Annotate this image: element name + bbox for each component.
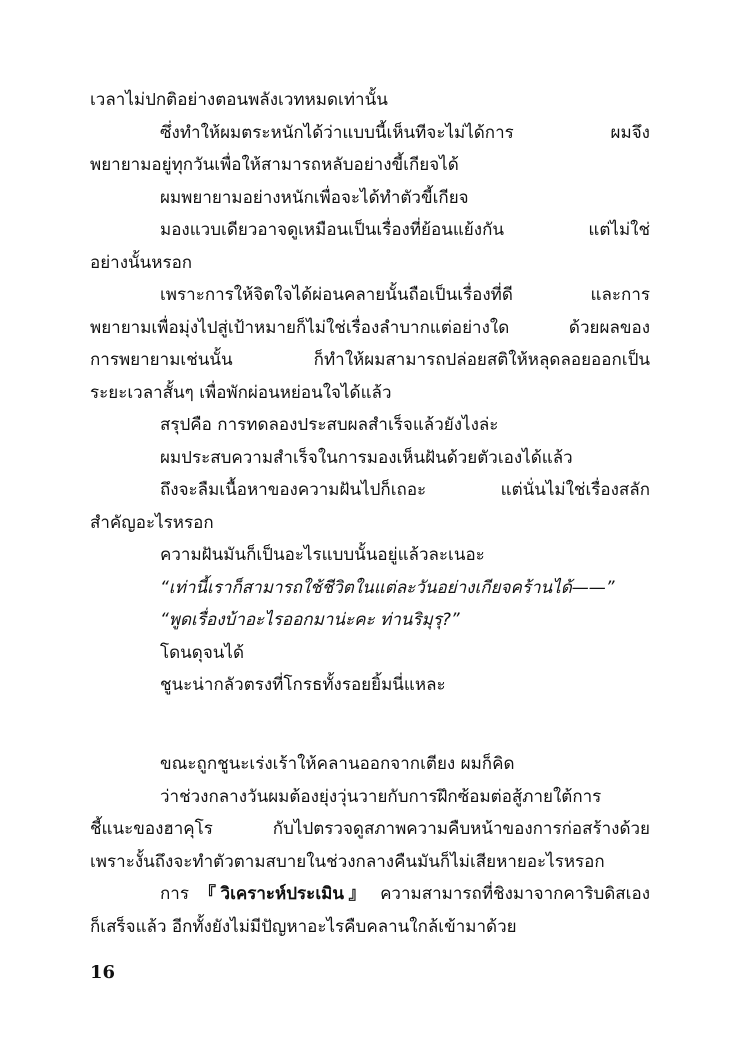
text-line: พยายามอยู่ทุกวันเพื่อให้สามารถหลับอย่างขี้เกียจได้ [90,155,459,175]
skill-paragraph-line [160,882,650,906]
text-line: ขณะถูกชูนะเร่งเร้าให้คลานออกจากเตียง ผมก็คิด [160,754,515,774]
text-line: ผมพยายามอย่างหนักเพื่อจะได้ทำตัวขี้เกียจ [160,188,469,208]
text-line: โดนดุจนได้ [160,643,245,663]
text-line: ว่าช่วงกลางวันผมต้องยุ่งวุ่นวายกับการฝึกซ้อมต่อสู้ภายใต้การ [160,787,602,807]
text-line: “พูดเรื่องบ้าอะไรออกมาน่ะคะ ท่านริมุรุ?” [160,610,460,630]
text-line: ซึ่งทำให้ผมตระหนักได้ว่าแบบนี้เห็นทีจะไม่ได้การ ผมจึง [160,123,650,143]
text-line: ชี้แนะของฮาคุโร กับไปตรวจดูสภาพความคืบหน้าของการก่อสร้างด้วย [90,819,650,839]
text-line: สำคัญอะไรหรอก [90,513,214,533]
skill-name-highlight: 『วิเคราะห์ประเมิน』 [198,884,371,904]
text-line: อย่างนั้นหรอก [90,253,193,273]
text-line: “เท่านี้เราก็สามารถใช้ชีวิตในแต่ละวันอย่างเกียจคร้านได้——” [160,578,615,598]
text-line: การพยายามเช่นนั้น ก็ทำให้ผมสามารถปล่อยสติให้หลุดลอยออกเป็น [90,350,650,370]
text-line: สรุปคือ การทดลองประสบผลสำเร็จแล้วยังไงล่ะ [160,415,499,435]
text-line: ระยะเวลาสั้นๆ เพื่อพักผ่อนหย่อนใจได้แล้ว [90,383,392,403]
text-line: เวลาไม่ปกติอย่างตอนพลังเวทหมดเท่านั้น [90,90,388,110]
skill-line-suffix: ความสามารถที่ชิงมาจากคาริบดิสเอง [370,884,651,904]
text-line: เพราะการให้จิตใจได้ผ่อนคลายนั้นถือเป็นเรื่องที่ดี และการ [160,285,650,305]
text-line: เพราะงั้นถึงจะทำตัวตามสบายในช่วงกลางคืนมันก็ไม่เสียหายอะไรหรอก [90,852,605,872]
text-line: ความฝันมันก็เป็นอะไรแบบนั้นอยู่แล้วละเนอะ [160,545,485,565]
text-line: พยายามเพื่อมุ่งไปสู่เป้าหมายก็ไม่ใช่เรื่องลำบากแต่อย่างใด ด้วยผลของ [90,318,650,338]
final-text-line: ก็เสร็จแล้ว อีกทั้งยังไม่มีปัญหาอะไรคืบคลานใกล้เข้ามาด้วย [90,917,517,937]
text-line: ผมประสบความสำเร็จในการมองเห็นฝันด้วยตัวเองได้แล้ว [160,448,573,468]
text-line: มองแวบเดียวอาจดูเหมือนเป็นเรื่องที่ย้อนแย้งกัน แต่ไม่ใช่ [160,220,650,240]
skill-line-prefix: การ [160,884,199,904]
text-line: ชูนะน่ากลัวตรงที่โกรธทั้งรอยยิ้มนี่แหละ [160,675,446,695]
page-number: 16 [90,962,116,983]
text-line: ถึงจะลืมเนื้อหาของความฝันไปก็เถอะ แต่นั่นไม่ใช่เรื่องสลัก [160,480,650,500]
